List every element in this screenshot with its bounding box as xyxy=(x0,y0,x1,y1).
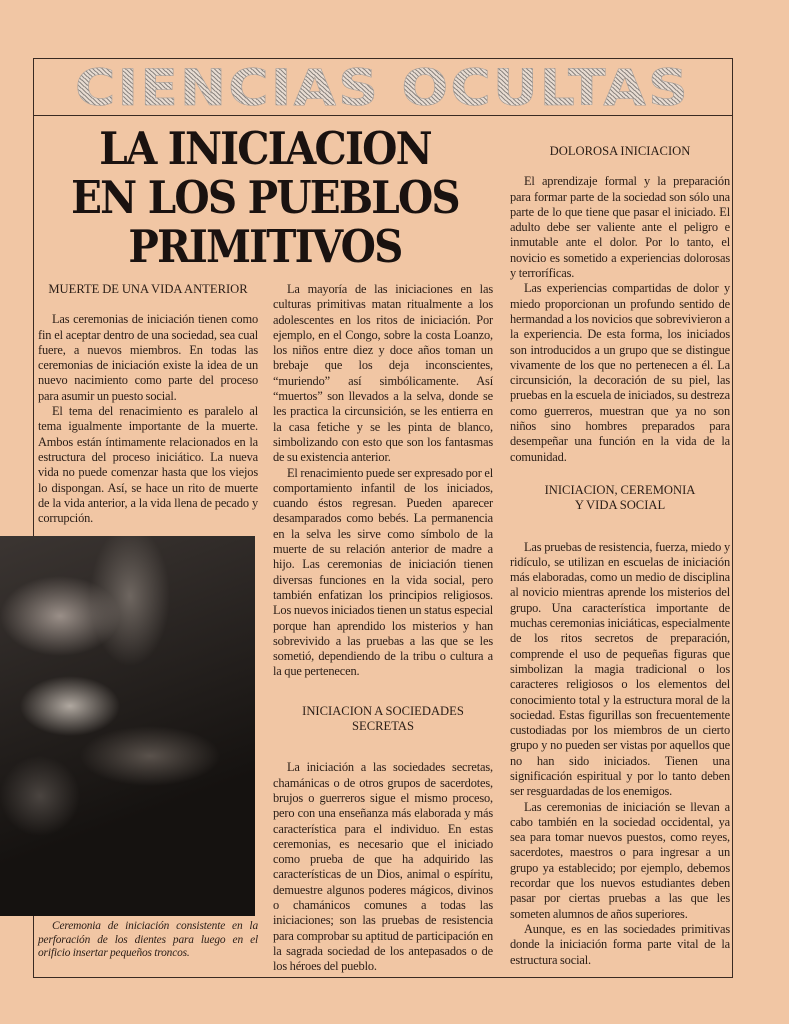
section-banner xyxy=(33,60,733,115)
paragraph: Las ceremonias de iniciación se llevan a cabo también en la sociedad occidental, ya sea para tomar nuevos puestos, como reyes, sacerdotes, maestros o para ingresar a un grupo ya establecido; por ejemplo, debemos recordar que los nuevos estudiantes deben pasar por ciertas pruebas a las que les someten alumnos de años superiores. xyxy=(510,799,730,921)
section-heading-line: Y VIDA SOCIAL xyxy=(574,498,666,513)
paragraph: El tema del renacimiento es paralelo al tema igualmente importante de la muerte. Ambos están íntimamente relacionados en la estructura del proceso iniciático. La nueva vida no puede comenzar hasta que los viejos lo dispongan. Así, se hace un rito de muerte de la vida anterior, a la vida llena de pecado y corrupción. xyxy=(38,404,258,526)
paragraph: Las ceremonias de iniciación tienen como fin el aceptar dentro de una sociedad, sea cual fuere, a nuevos miembros. En todas las ceremonias de iniciación existe la idea de un nuevo nacimiento como parte del proceso para asumir un puesto social. xyxy=(38,312,258,403)
title-line: EN LOS PUEBLOS xyxy=(71,171,459,224)
left-column xyxy=(38,282,258,961)
paragraph: El renacimiento puede ser expresado por el comportamiento infantil de los iniciados, cuando éstos regresan. Pueden aparecer desamparados como bebés. La permanencia en la selva les sirve como símbolo de la muerte de su relación anterior de madre a hijo. Las ceremonias de iniciación tienen diversas funciones en la vida social, pero también enfatizan los principios religiosos. Los nuevos iniciados tienen un status especial porque han aprendido los misterios y han sobrevivido a las pruebas a las que se les sometió, dependiendo de la tribu o cultura a la que pertenecen. xyxy=(273,465,493,679)
middle-column xyxy=(273,282,493,974)
photo-caption xyxy=(38,920,258,961)
section-ceremonia xyxy=(510,483,730,968)
title-line: LA INICIACION xyxy=(99,122,431,175)
paragraph: Las pruebas de resistencia, fuerza, miedo y ridículo, se utilizan en escuelas de iniciación más elaboradas, como un medio de disciplina al novicio mientras aprende los misterios del grupo. Una característica importante de muchas ceremonias iniciáticas, especialmente de los ritos secretos de preparación, comprende el uso de pequeñas figuras que simbolizan la magia tradicional o los caracteres religiosos o los elementos del conocimiento total y la estructura moral de la sociedad. Estas figurillas son frecuentemente custodiadas por los miembros de un cierto grupo y no pueden ser vistas por aquellos que no han sido iniciados. Tienen una significación espiritual y por lo tanto deben ser resguardadas de los enemigos. xyxy=(510,539,730,799)
article-title xyxy=(40,124,490,271)
section-heading: DOLOROSA INICIACION xyxy=(549,144,691,158)
title-line: PRIMITIVOS xyxy=(128,220,402,273)
section-banner-text: CIENCIAS OCULTAS xyxy=(75,58,691,117)
section-mayoria xyxy=(273,282,493,680)
section-heading-line: INICIACION A SOCIEDADES xyxy=(302,703,464,718)
right-column xyxy=(510,144,730,968)
section-heading: MUERTE DE UNA VIDA ANTERIOR xyxy=(48,282,248,296)
paragraph: La mayoría de las iniciaciones en las culturas primitivas matan ritualmente a los adolescentes en los ritos de iniciación. Por ejemplo, en el Congo, sobre la costa Loanzo, los niños entre diez y doce años toman un brebaje que los deja inconscientes, “muriendo” así simbólicamente. Así “muertos” son llevados a la selva, donde se les practica la circunsición, se les entierra en la casa fetiche y se les pinta de blanco, simbolizando con esto que son los fantasmas de su existencia anterior. xyxy=(273,282,493,465)
paragraph: El aprendizaje formal y la preparación para formar parte de la sociedad son sólo una parte de lo que tiene que pasar el iniciado. El adulto debe ser valiente ante el peligro e inmutable ante el dolor. Por lo tanto, el novicio es sometido a experiencias dolorosas y terroríficas. xyxy=(510,174,730,281)
paragraph: Aunque, es en las sociedades primitivas donde la iniciación forma parte vital de la estructura social. xyxy=(510,921,730,967)
section-heading-line: INICIACION, CEREMONIA xyxy=(544,482,696,497)
ceremony-photo xyxy=(0,536,255,916)
paragraph: La iniciación a las sociedades secretas, chamánicas o de otros grupos de sacerdotes, brujos o guerreros sigue el mismo proceso, pero con una enseñanza más elaborada y más característica para el individuo. En estas ceremonias, es necesario que el iniciado como prueba de que ha adquirido las características de un Dios, animal o espíritu, demuestre algunos poderes mágicos, divinos o chamánicos comunes a todas las iniciaciones; son las pruebas de resistencia para comprobar su aptitud de participación en la sagrada sociedad de los antepasados o de los héroes del pueblo. xyxy=(273,760,493,974)
section-heading-line: SECRETAS xyxy=(352,719,414,734)
paragraph: Las experiencias compartidas de dolor y miedo proporcionan un profundo sentido de hermandad a los novicios que sobrevivieron a la experiencia. De esta forma, los iniciados son introducidos a un grupo que se distingue vivamente de los que no pertenecen a él. La circunsición, la decoración de su piel, las pruebas en la escuela de iniciados, su destreza como guerreros, muestran que ya no son niños sino hombres preparados para desempeñar una función en la vida de la comunidad. xyxy=(510,281,730,464)
section-dolorosa xyxy=(510,144,730,465)
section-sociedades-secretas xyxy=(273,704,493,975)
section-muerte xyxy=(38,282,258,526)
photo-caption-text: Ceremonia de iniciación consistente en la perforación de los dientes para luego en el orificio insertar pequeños troncos. xyxy=(38,920,258,960)
